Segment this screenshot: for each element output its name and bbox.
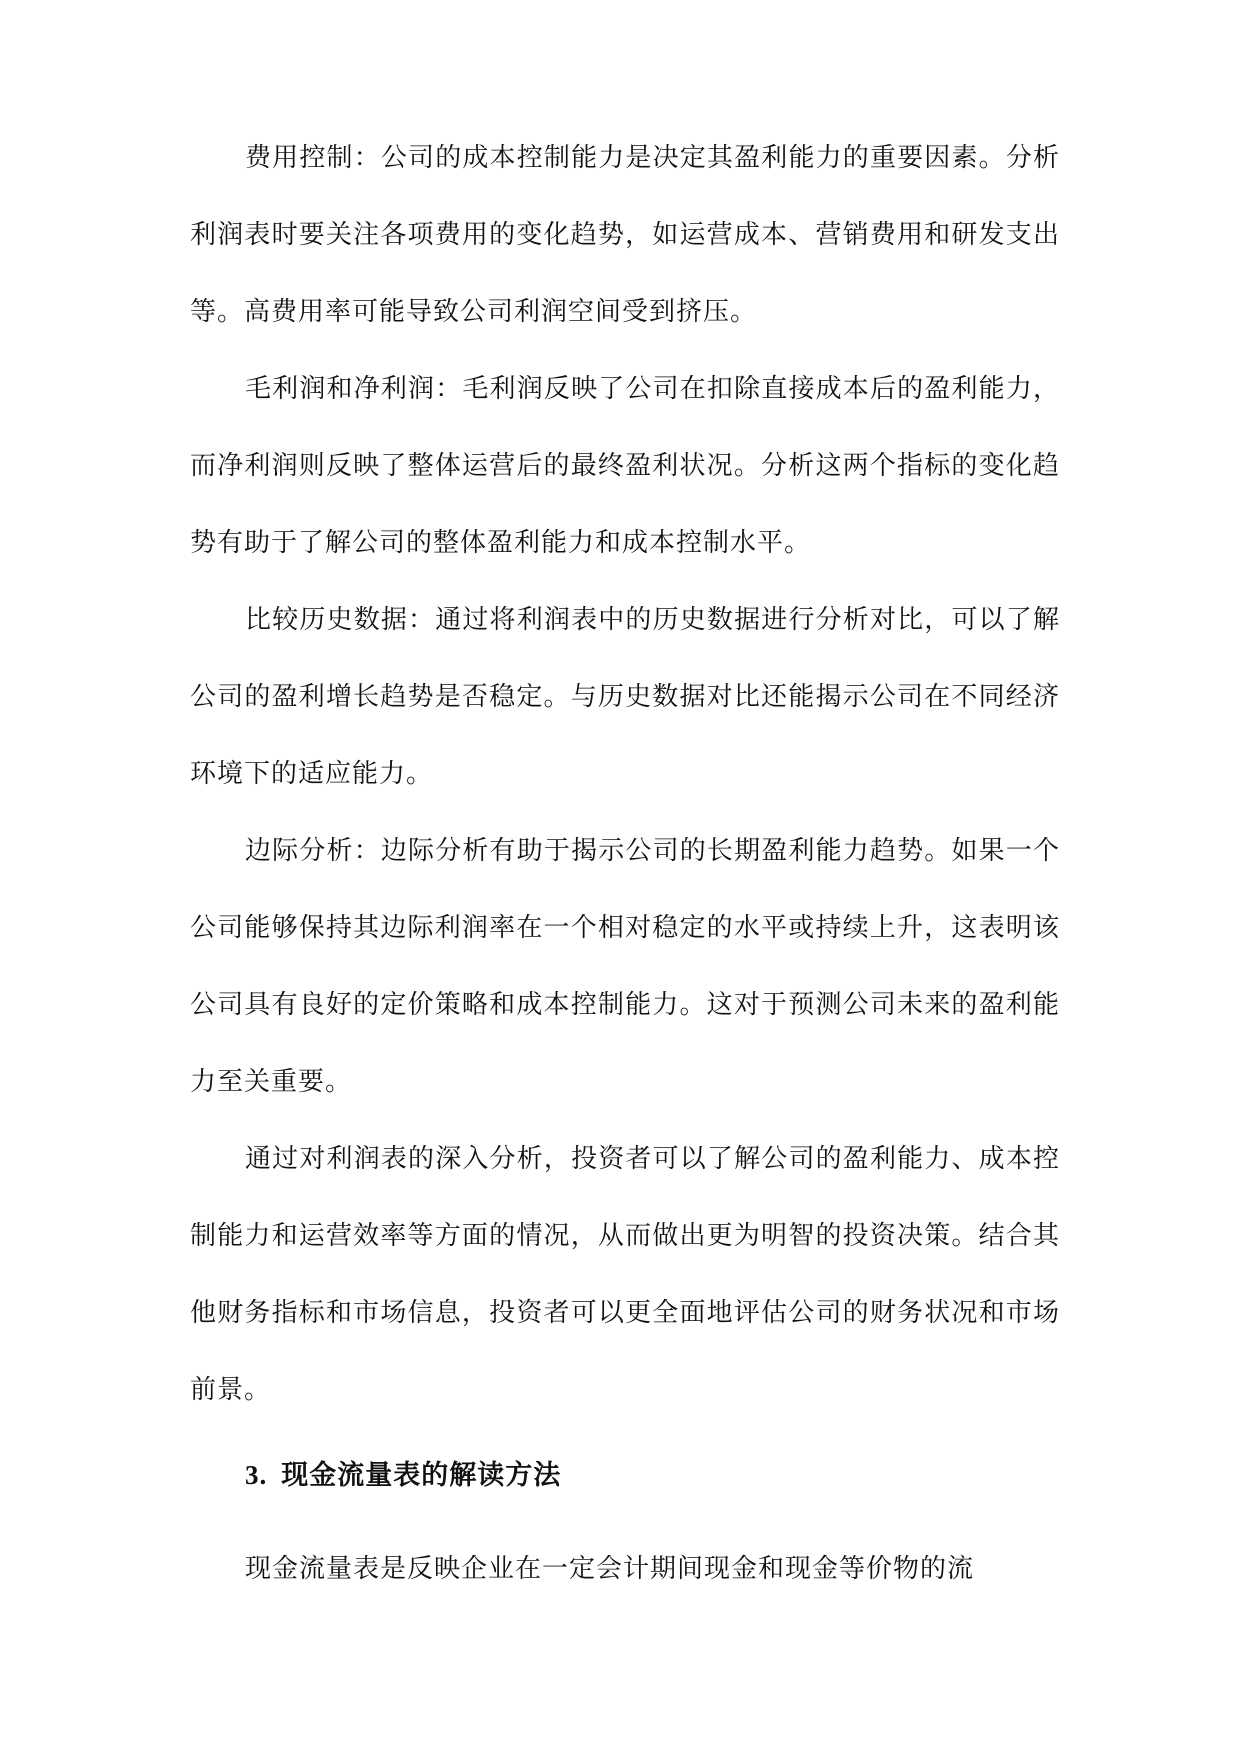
paragraph-historical-comparison: 比较历史数据：通过将利润表中的历史数据进行分析对比，可以了解公司的盈利增长趋势是否稳定。与历史数据对比还能揭示公司在不同经济环境下的适应能力。 [190,605,1060,789]
paragraph-expense-control: 费用控制：公司的成本控制能力是决定其盈利能力的重要因素。分析利润表时要关注各项费用的变化趋势，如运营成本、营销费用和研发支出等。高费用率可能导致公司利润空间受到挤压。 [190,143,1060,327]
section-heading [245,1455,561,1496]
section-title: 现金流量表的解读方法 [281,1460,562,1491]
paragraph-marginal-analysis: 边际分析：边际分析有助于揭示公司的长期盈利能力趋势。如果一个公司能够保持其边际利润率在一个相对稳定的水平或持续上升，这表明该公司具有良好的定价策略和成本控制能力。这对于预测公司未来的盈利能力至关重要。 [190,836,1060,1097]
paragraph-summary: 通过对利润表的深入分析，投资者可以了解公司的盈利能力、成本控制能力和运营效率等方面的情况，从而做出更为明智的投资决策。结合其他财务指标和市场信息，投资者可以更全面地评估公司的财务状况和市场前景。 [190,1144,1060,1405]
paragraph-cash-flow-intro: 现金流量表是反映企业在一定会计期间现金和现金等价物的流 [245,1554,975,1584]
paragraph-gross-net-profit: 毛利润和净利润：毛利润反映了公司在扣除直接成本后的盈利能力，而净利润则反映了整体运营后的最终盈利状况。分析这两个指标的变化趋势有助于了解公司的整体盈利能力和成本控制水平。 [190,374,1060,558]
section-number: 3. [245,1460,268,1490]
